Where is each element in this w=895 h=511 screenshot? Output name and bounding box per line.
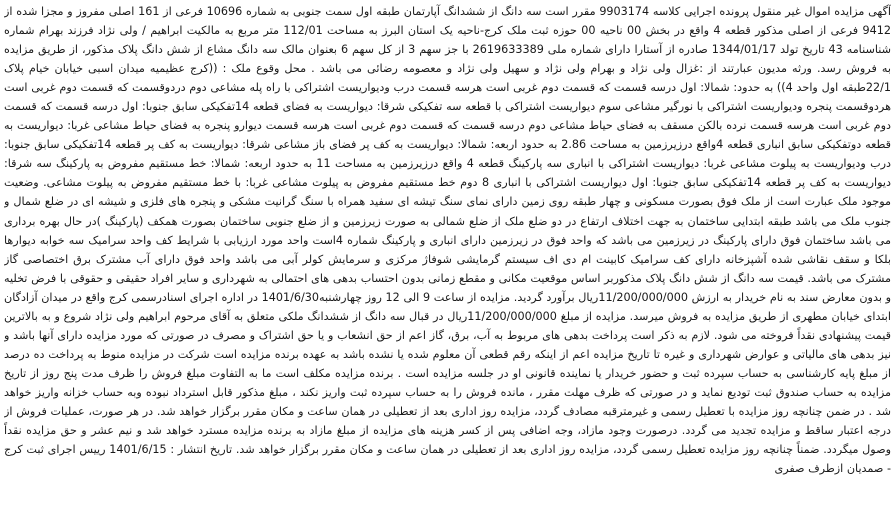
notice-page	[4, 2, 891, 509]
auction-notice-text: آگهی مزایده اموال غیر منقول پرونده اجرایی کلاسه 9903174 مقرر است سه دانگ از ششدانگ آپارتمان طبقه اول سمت جنوبی به شماره 10696 فرعی از 161 اصلی مفروز و مجزا شده از 9412 فرعی از اصلی مذکور قطعه 4 واقع در بخش 00 ناحیه 00 حوزه ثبت ملک کرج-ناحیه یک استان البرز به مساحت 112/01 متر مربع به مالکیت ابراهیم / ولی نژاد فرزند بهرام شماره شناسنامه 43 تاریخ تولد 1344/01/17 صادره از آستارا دارای شماره ملی 2619633389 با جز سهم 3 از کل سهم 6 بعنوان مالک سه دانگ مشاع از شش دانگ پلاک مذکور، از طریق مزایده به فروش رسد. ورثه مدیون عبارتند از :غزال ولی نژاد و بهرام ولی نژاد و سهیل ولی نژاد و معصومه رضائی می باشد . محل وقوع ملک : ((کرج عظیمیه میدان اسبی خیابان خیام پلاک 22/1طبقه اول واحد 4)) به حدود: شمالا: اول درسه قسمت که قسمت دوم غربی است هرسه قسمت درب ودیواریست اشتراکی با راه پله مشاعی دوم دردوقسمت که قسمت دوم غربی است هردوقسمت پنجره ودیواریست اشتراکی با نورگیر مشاعی سوم دیواریست اشتراکی با قطعه سه تفکیکی شرقا: دیواریست به فضای قطعه 14تفکیکی سابق جنوبا: اول درسه قسمت که قسمت دوم غربی است هرسه قسمت نرده بالکن مسقف به فضای حیاط مشاعی دوم درسه قسمت که قسمت دوم غربی است هرسه قسمت دیوارو پنجره به فضای حیاط مشاعی غربا: دیواریست به قطعه دوتفکیکی سابق انباری قطعه 4واقع درزیرزمین به مساحت 2.86 به حدود اربعه: شمالا: دیواریست به کف پر فضای باز مشاعی شرقا: دیواریست به کف پر قطعه 14تفکیکی سابق جنوبا: درب ودیواریست به پیلوت مشاعی غربا: دیواریست اشتراکی با انباری سه پارکینگ قطعه 4 واقع درزیرزمین به مساحت 11 به حدود اربعه: شمالا: خط مستقیم مفروض به پارکینگ سه شرقا: دیواریست به کف پر قطعه 14تفکیکی سابق جنوبا: اول دیواریست اشتراکی با انباری 8 دوم خط مستقیم مفروض به پیلوت مشاعی غربا: با خط مستقیم مفروض به پیلوت مشاعی. وضعیت موجود ملک عبارت است از ملک فوق بصورت مسکونی و چهار طبقه روی زمین دارای نمای سنگ تیشه ای سفید همراه با سنگ گرانیت مشکی و پنجره های فلزی و شیشه ای در ضلع شمال و جنوب ملک می باشد طبقه ابتدایی ساختمان به جهت اختلاف ارتفاع در دو ضلع ملک از ضلع شمالی به صورت زیرزمین و از ضلع جنوبی ساختمان بصورت همکف (پارکینگ )در حال بهره برداری می باشد ساختمان فوق دارای پارکینگ در زیرزمین می باشد که واحد فوق در زیرزمین دارای انباری و پارکینگ شماره 4است واحد مورد ارزیابی با شرایط کف واحد سرامیک سه خوابه دیوارها بلکا و سقف نقاشی شده آشپزخانه دارای کف سرامیک کابینت ام دی اف سیستم گرمایشی شوفاژ مرکزی و سرمایش کولر آبی می باشد واحد فوق دارای آب مشترک برق اختصاصی گاز مشترک می باشد. قیمت سه دانگ از شش دانگ پلاک مذکوربر اساس موقعیت مکانی و مقطع زمانی بدون احتساب بدهی های احتمالی به شهرداری و سایر افراد حقیقی و حقوقی با فرض تخلیه و بدون معارض سند به نام خریدار به ارزش 11/200/000/000ریال برآورد گردید. مزایده از ساعت 9 الی 12 روز چهارشنبه1401/6/30 در اداره اجرای اسنادرسمی کرج واقع در میدان آزادگان ابتدای خیابان مطهری از طریق مزایده به فروش میرسد. مزایده از مبلغ 11/200/000/000ریال در قبال سه دانگ از ششدانگ ملکی متعلق به آقای مرحوم ابراهیم ولی نژاد شروع و به بالاترین قیمت پیشنهادی نقداً فروخته می شود. لازم به ذکر است پرداخت بدهی های مربوط به آب، برق، گاز اعم از حق انشعاب و یا حق اشتراک و مصرف در صورتی که مورد مزایده دارای آنها باشد و نیز بدهی های مالیاتی و عوارض شهرداری و غیره تا تاریخ مزایده اعم از اینکه رقم قطعی آن معلوم شده یا نشده باشد به عهده برنده مزایده است شرکت در مزایده منوط به پرداخت ده درصد از مبلغ پایه کارشناسی به حساب سپرده ثبت و حضور خریدار یا نماینده قانونی او در جلسه مزایده است . برنده مزایده مکلف است ما به التفاوت مبلغ فروش را ظرف مدت پنج روز از تاریخ مزایده به حساب صندوق ثبت تودیع نماید و در صورتی که ظرف مهلت مقرر ، مانده فروش را به حساب سپرده ثبت واریز نکند ، مبلغ مذکور قابل استرداد نبوده وبه حساب خزانه واریز خواهد شد . در ضمن چنانچه روز مزایده با تعطیل رسمی و غیرمترقبه مصادف گردد، مزایده روز اداری بعد از تعطیلی در همان ساعت و مکان مقرر برگزار خواهد شد. در هر صورت، عملیات فروش از درجه اعتبار ساقط و مزایده تجدید می گردد. درصورت وجود مازاد، وجه اضافی پس از کسر هزینه های مزایده از مبلغ مازاد به برنده مزایده مسترد خواهد شد و نیم عشر و حق مزایده نقداً وصول میگردد. ضمناً چنانچه روز مزایده تعطیل رسمی گردد، مزایده روز اداری بعد از تعطیلی در همان ساعت و مکان مقرر برگزار خواهد شد. تاریخ انتشار : 1401/6/15 رییس اجرای ثبت کرج - صمدیان ازطرف صفری	[4, 5, 891, 476]
